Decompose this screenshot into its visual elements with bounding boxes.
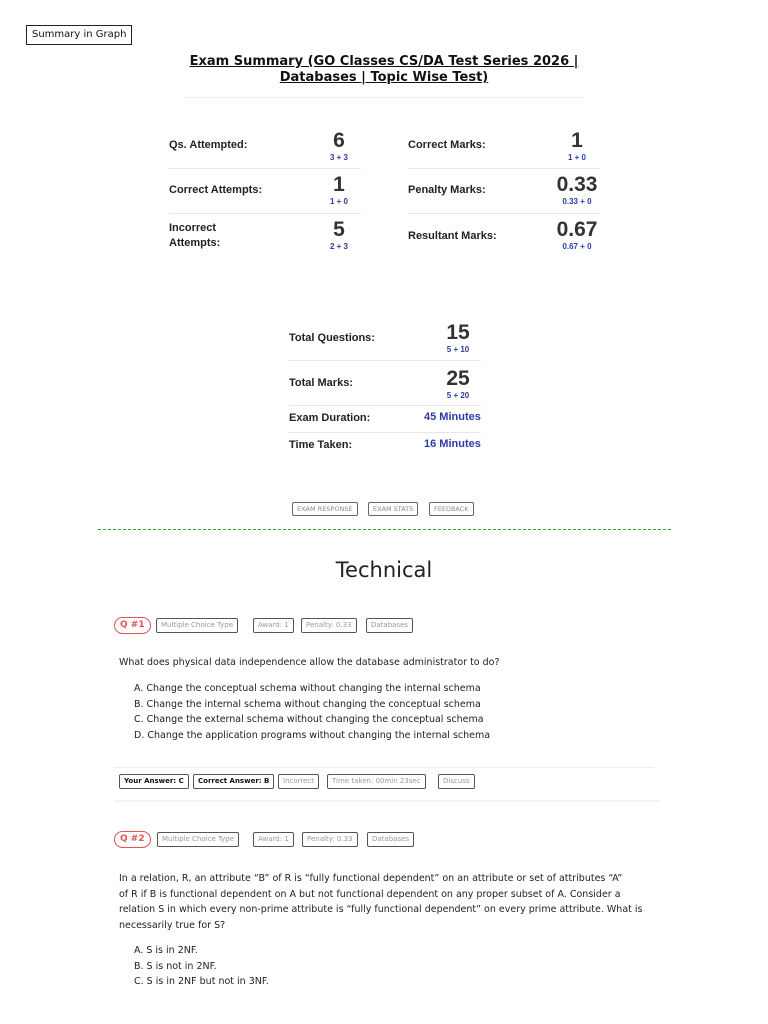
- incorrect-attempts-value: 5: [333, 218, 345, 241]
- total-marks-stat: [423, 368, 493, 401]
- summary-in-graph-button[interactable]: Summary in Graph: [26, 25, 132, 45]
- time-taken-chip: Time taken: 00min 23sec: [327, 774, 426, 789]
- discuss-button[interactable]: Discuss: [438, 774, 475, 789]
- attempted-label: Qs. Attempted:: [169, 139, 248, 151]
- title-divider: [184, 97, 584, 98]
- attempted-sub: 3 + 3: [329, 153, 348, 162]
- topic-chip: Databases: [366, 618, 413, 633]
- exam-response-button[interactable]: EXAM RESPONSE: [292, 502, 358, 516]
- penalty-marks-label: Penalty Marks:: [408, 184, 486, 196]
- total-questions-sub: 5 + 10: [446, 345, 470, 354]
- correct-marks-value: 1: [571, 129, 583, 152]
- time-taken-value: 16 Minutes: [424, 438, 481, 450]
- resultant-marks-sub: 0.67 + 0: [562, 242, 592, 251]
- divider: [289, 432, 481, 433]
- incorrect-label-line-2: Attempts:: [169, 237, 221, 249]
- divider: [289, 360, 481, 361]
- option-a: A. S is in 2NF.: [134, 945, 198, 956]
- question-text-line: of R if B is functional dependent on A but not functional dependent on any proper subset of A. Consider a: [119, 888, 621, 900]
- status-chip: Incorrect: [278, 774, 319, 789]
- correct-attempts-stat: [309, 174, 369, 207]
- penalty-chip: Penalty: 0.33: [302, 832, 358, 847]
- total-questions-label: Total Questions:: [289, 332, 375, 344]
- incorrect-attempts-sub: 2 + 3: [329, 242, 348, 251]
- penalty-marks-sub: 0.33 + 0: [562, 197, 592, 206]
- option-c: C. S is in 2NF but not in 3NF.: [134, 976, 269, 987]
- incorrect-attempts-stat: [309, 219, 369, 252]
- resultant-marks-stat: [542, 219, 612, 252]
- total-marks-sub: 5 + 20: [446, 391, 470, 400]
- award-chip: Award: 1: [253, 618, 294, 633]
- correct-answer-chip: Correct Answer: B: [193, 774, 274, 789]
- correct-attempts-sub: 1 + 0: [329, 197, 348, 206]
- title-line-1: Exam Summary (GO Classes CS/DA Test Series 2026 |: [189, 54, 579, 69]
- penalty-marks-stat: [542, 174, 612, 207]
- title-line-2: Databases | Topic Wise Test): [279, 70, 489, 85]
- option-a: A. Change the conceptual schema without changing the internal schema: [134, 683, 481, 694]
- time-taken-label: Time Taken:: [289, 439, 353, 451]
- section-title: Technical: [335, 558, 433, 582]
- question-number-badge: Q #2: [114, 831, 151, 848]
- total-questions-value: 15: [446, 321, 470, 344]
- award-chip: Award: 1: [253, 832, 294, 847]
- question-text-line: necessarily true for S?: [119, 919, 226, 931]
- divider: [289, 405, 481, 406]
- exam-duration-label: Exam Duration:: [289, 412, 371, 424]
- option-c: C. Change the external schema without changing the conceptual schema: [134, 714, 484, 725]
- question-type-chip: Multiple Choice Type: [157, 832, 239, 847]
- options-list: [134, 943, 269, 990]
- incorrect-attempts-label: [169, 221, 220, 251]
- total-marks-label: Total Marks:: [289, 377, 353, 389]
- option-b: B. Change the internal schema without changing the conceptual schema: [134, 698, 481, 710]
- question-text: What does physical data independence allow the database administrator to do?: [119, 657, 500, 668]
- resultant-marks-label: Resultant Marks:: [408, 230, 497, 242]
- total-marks-value: 25: [446, 367, 470, 390]
- correct-marks-stat: [542, 130, 612, 163]
- penalty-marks-value: 0.33: [556, 173, 598, 196]
- attempted-stat: [309, 130, 369, 163]
- question-type-chip: Multiple Choice Type: [156, 618, 238, 633]
- divider: [169, 213, 361, 214]
- exam-summary-title[interactable]: [184, 54, 584, 86]
- total-questions-stat: [423, 322, 493, 355]
- question-number-badge: Q #1: [114, 617, 151, 634]
- question-text-line: In a relation, R, an attribute “B” of R is “fully functional dependent” on an attribute or set of attributes “A”: [119, 873, 623, 884]
- topic-chip: Databases: [367, 832, 414, 847]
- attempted-value: 6: [333, 129, 345, 152]
- penalty-chip: Penalty: 0.33: [301, 618, 357, 633]
- divider: [408, 213, 600, 214]
- section-divider: [98, 529, 671, 530]
- divider: [408, 168, 600, 169]
- your-answer-chip: Your Answer: C: [119, 774, 189, 789]
- incorrect-label-line-1: Incorrect: [169, 222, 217, 234]
- correct-attempts-value: 1: [333, 173, 345, 196]
- exam-stats-button[interactable]: EXAM STATS: [368, 502, 418, 516]
- card-divider: [114, 767, 654, 768]
- correct-marks-label: Correct Marks:: [408, 139, 486, 151]
- option-b: B. S is not in 2NF.: [134, 960, 217, 972]
- exam-duration-value: 45 Minutes: [424, 411, 481, 423]
- question-text-line: relation S in which every non-prime attribute is “fully functional dependent” on every prime attribute. What is: [119, 904, 643, 915]
- card-shadow: [114, 800, 659, 803]
- options-list: [134, 681, 490, 743]
- correct-marks-sub: 1 + 0: [567, 153, 586, 162]
- correct-attempts-label: Correct Attempts:: [169, 184, 263, 196]
- question-text: [119, 871, 643, 933]
- resultant-marks-value: 0.67: [556, 218, 598, 241]
- option-d: D. Change the application programs without changing the internal schema: [134, 729, 491, 741]
- feedback-button[interactable]: FEEDBACK: [429, 502, 474, 516]
- divider: [169, 168, 361, 169]
